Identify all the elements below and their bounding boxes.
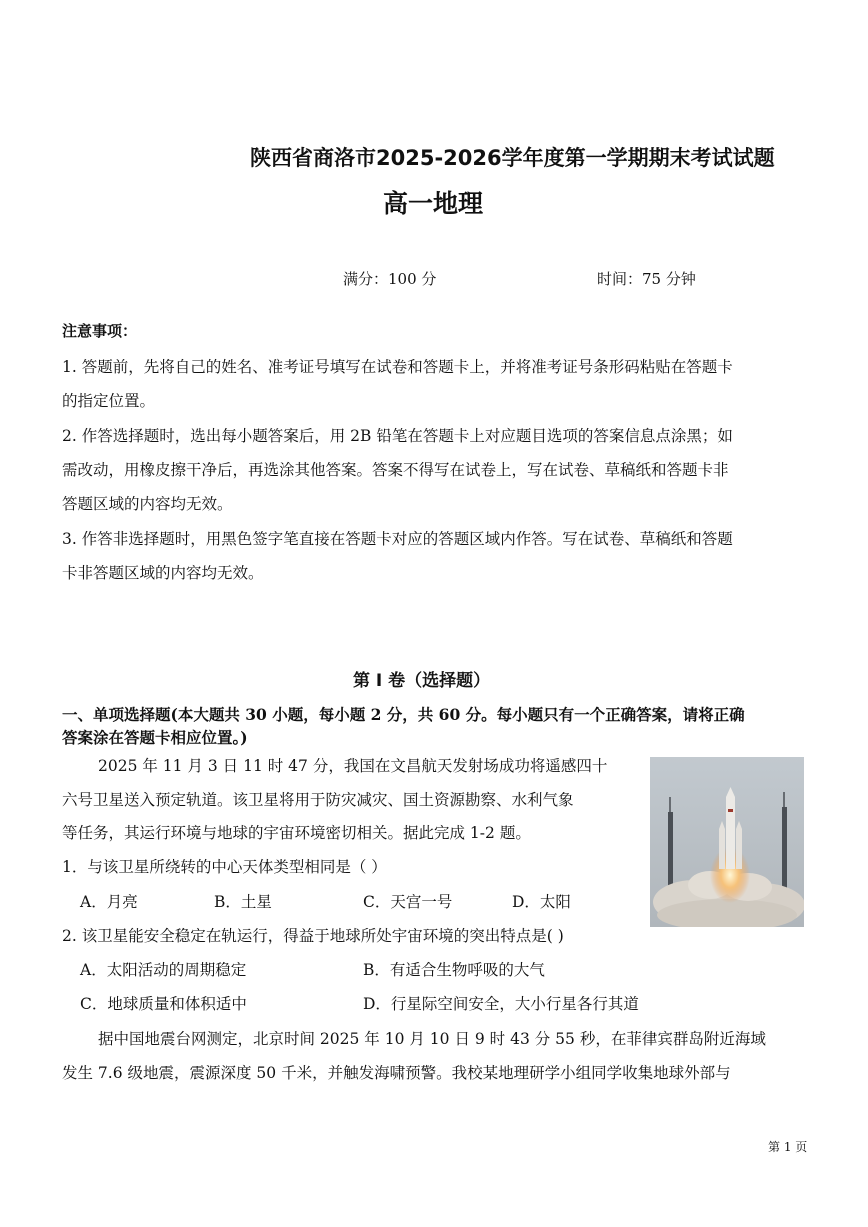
passage-line: 等任务，其运行环境与地球的宇宙环境密切相关。据此完成 1-2 题。 bbox=[62, 824, 531, 842]
passage-line: 据中国地震台网测定，北京时间 2025 年 10 月 10 日 9 时 43 分 55 秒，在菲律宾群岛附近海域 bbox=[98, 1030, 766, 1048]
section-instruction: 一、单项选择题(本大题共 30 小题，每小题 2 分，共 60 分。每小题只有一个正确答案，请将正确 bbox=[62, 705, 745, 724]
exam-title: 陕西省商洛市2025-2026学年度第一学期期末考试试题 bbox=[250, 146, 775, 170]
passage-line: 六号卫星送入预定轨道。该卫星将用于防灾减灾、国土资源勘察、水利气象 bbox=[62, 791, 574, 809]
exam-time: 时间：75 分钟 bbox=[597, 270, 696, 288]
question-2-option: B．有适合生物呼吸的大气 bbox=[363, 961, 545, 979]
notice-line: 3. 作答非选择题时，用黑色签字笔直接在答题卡对应的答题区域内作答。写在试卷、草稿纸和答题 bbox=[62, 530, 733, 548]
section-instruction: 答案涂在答题卡相应位置。) bbox=[62, 728, 248, 747]
question-2-option: A．太阳活动的周期稳定 bbox=[80, 961, 247, 979]
notice-line: 2. 作答选择题时，选出每小题答案后，用 2B 铅笔在答题卡上对应题目选项的答案信息点涂黑；如 bbox=[62, 427, 733, 445]
rocket-launch-photo bbox=[650, 757, 804, 927]
notice-line: 的指定位置。 bbox=[62, 392, 156, 410]
notice-heading: 注意事项： bbox=[62, 322, 138, 340]
page-number: 第 1 页 bbox=[768, 1140, 808, 1154]
subject-title: 高一地理 bbox=[383, 189, 484, 218]
question-2-option: D．行星际空间安全，大小行星各行其道 bbox=[363, 995, 639, 1013]
question-1-option: A．月亮 bbox=[80, 893, 138, 911]
question-1-stem: 1．与该卫星所绕转的中心天体类型相同是（ ） bbox=[62, 858, 387, 876]
question-2-stem: 2. 该卫星能安全稳定在轨运行，得益于地球所处宇宙环境的突出特点是( ) bbox=[62, 927, 564, 945]
notice-line: 需改动，用橡皮擦干净后，再选涂其他答案。答案不得写在试卷上，写在试卷、草稿纸和答题卡非 bbox=[62, 461, 729, 479]
question-2-option: C．地球质量和体积适中 bbox=[80, 995, 247, 1013]
notice-line: 1. 答题前，先将自己的姓名、准考证号填写在试卷和答题卡上，并将准考证号条形码粘贴在答题卡 bbox=[62, 358, 733, 376]
notice-line: 卡非答题区域的内容均无效。 bbox=[62, 564, 264, 582]
notice-line: 答题区域的内容均无效。 bbox=[62, 495, 233, 513]
full-score: 满分：100 分 bbox=[343, 270, 437, 288]
question-1-option: C．天宫一号 bbox=[363, 893, 453, 911]
section-title: 第 I 卷（选择题） bbox=[353, 671, 491, 691]
passage-line: 2025 年 11 月 3 日 11 时 47 分，我国在文昌航天发射场成功将遥感四十 bbox=[98, 757, 608, 775]
passage-line: 发生 7.6 级地震，震源深度 50 千米，并触发海啸预警。我校某地理研学小组同学收集地球外部与 bbox=[62, 1064, 731, 1082]
question-1-option: D．太阳 bbox=[512, 893, 571, 911]
question-1-option: B．土星 bbox=[214, 893, 272, 911]
